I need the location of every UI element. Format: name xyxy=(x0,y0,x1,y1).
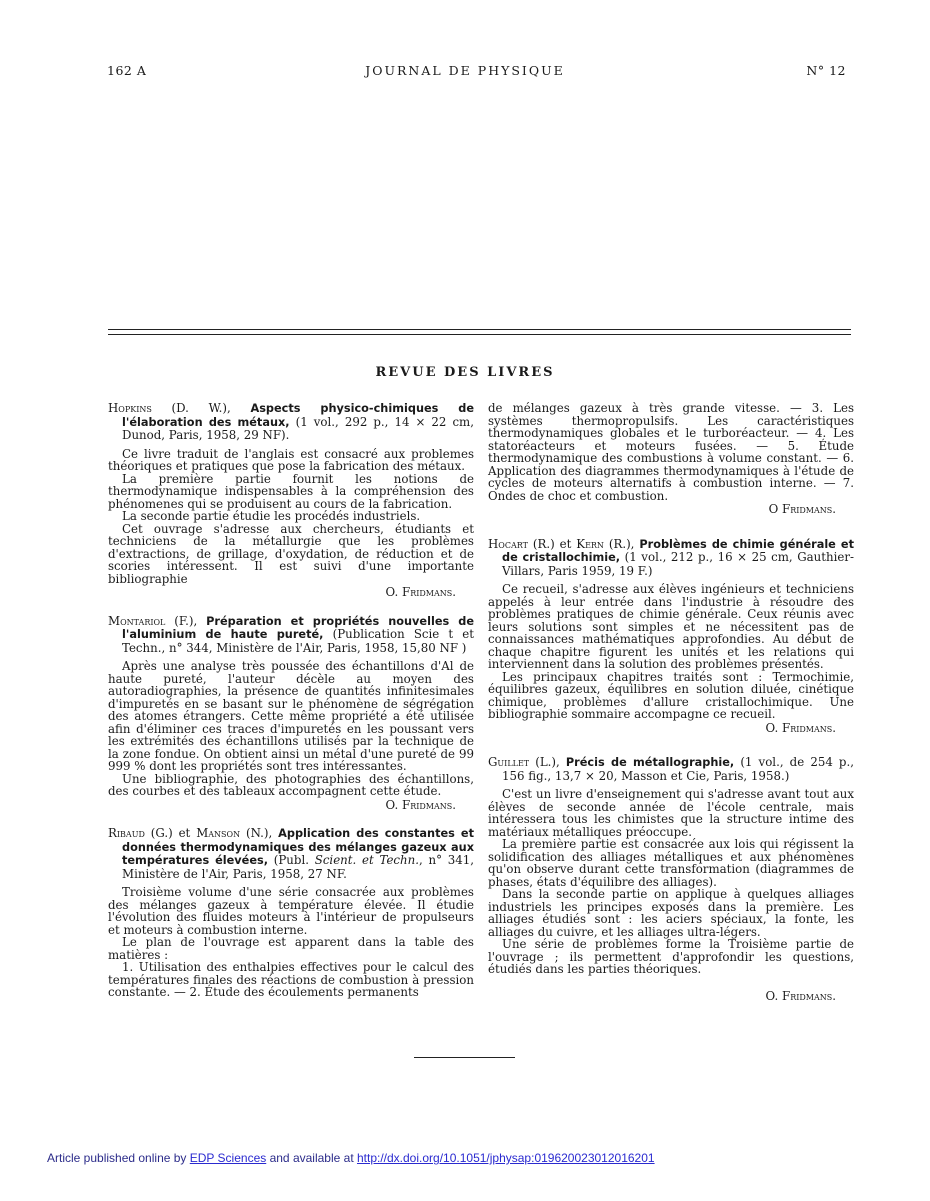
book-details: (Publ. xyxy=(268,853,315,867)
author-initials-2: (N.), xyxy=(240,826,279,840)
review-paragraph: Une série de problèmes forme la Troisième partie de l'ouvrage ; ils permettent d'approfondir les questions, étudiés dans les parties théoriques. xyxy=(488,937,854,976)
review-paragraph: Le plan de l'ouvrage est apparent dans la table des matières : xyxy=(108,935,474,962)
online-publication-notice xyxy=(47,1151,655,1165)
reviewer-signature: O. Fridmans. xyxy=(765,720,836,735)
footer-middle: and available at xyxy=(266,1151,357,1165)
author-name: Ribaud xyxy=(108,826,145,840)
author-initials: (D. W.), xyxy=(151,401,251,415)
review-paragraph: Dans la seconde partie on applique à quelques alliages industriels les principes exposés dans la première. Les alliages étudiés sont : les aciers spéciaux, la fonte, les alliages du cuivre, et les alliages ultra-légers. xyxy=(488,887,854,939)
review-paragraph: Après une analyse très poussée des échantillons d'Al de haute pureté, l'auteur décèle au moyen des autoradiographies, la présence de quantités infinitesimales d'impuretés en se basant sur le phénomène de ségrégation des atomes étrangers. Cette même propriété a été utilisée afin d'éliminer ces traces d'impuretés en les poussant vers les extrémités des échantillons utilisés par la technique de la zone fondue. On obtient ainsi un métal d'une pureté de 99 999 % dont les propriétés sont tres intéressantes. xyxy=(108,659,474,773)
review-paragraph: C'est un livre d'enseignement qui s'adresse avant tout aux élèves de seconde année de l'école centrale, mais intéressera tous les chimistes que la structure intime des matériaux métalliques préoccupe. xyxy=(488,787,854,839)
author-name-2: Kern xyxy=(576,536,604,551)
author-initials: (R.) et xyxy=(527,536,577,551)
book-details: (1 vol., de 254 p., 156 fig., 13,7 × 20, Masson et Cie, Paris, 1958.) xyxy=(502,755,854,783)
book-details: (Publication Scie t et Techn., n° 344, Ministère de l'Air, Paris, 1958, 15,80 NF ) xyxy=(122,627,475,655)
reviewer-signature: O. Fridmans. xyxy=(385,797,456,812)
doi-link[interactable]: http://dx.doi.org/10.1051/jphysap:019620023012016201 xyxy=(356,1151,655,1165)
book-details: (1 vol., 212 p., 16 × 25 cm, Gauthier-Villars, Paris 1959, 19 F.) xyxy=(502,550,854,578)
author-initials: (G.) et xyxy=(144,826,197,840)
author-name: Hopkins xyxy=(108,401,152,415)
reviewer-signature: O. Fridmans. xyxy=(385,585,456,599)
review-paragraph: La première partie fournit les notions de thermodynamique indispensables à la compréhension des phénomenes qui se produisent au cours de la fabrication. xyxy=(108,471,474,511)
author-initials: (F.), xyxy=(165,613,207,628)
review-paragraph: Une bibliographie, des photographies des échantillons, des courbes et des tableaux accompagnent cette étude. xyxy=(108,771,474,798)
review-paragraph: La seconde partie étudie les procédés industriels. xyxy=(122,509,421,523)
review-guillet xyxy=(488,756,854,1002)
author-name: Montariol xyxy=(108,613,166,628)
footer-prefix: Article published online by xyxy=(47,1151,190,1165)
review-paragraph: Cet ouvrage s'adresse aux chercheurs, étudiants et techniciens de la métallurgie que les problèmes d'extractions, de grillage, d'oxydation, de réduction et de scories intéressent. Il est suivi d'une importante bibliographie xyxy=(108,521,474,586)
citation xyxy=(108,827,474,880)
review-paragraph: de mélanges gazeux à très grande vitesse. — 3. Les systèmes thermopropulsifs. Les caractéristiques thermodynamiques globales et le turboréacteur. — 4. Les statoréacteurs et moteurs fusées. — 5. Étude thermodynamique des combustions à volume constant. — 6. Application des diagrammes thermodynamiques à l'étude de cycles de moteurs alternatifs à combustion interne. — 7. Ondes de choc et combustion. xyxy=(488,401,854,503)
book-title: Problèmes de chimie générale et de cristallochimie, xyxy=(502,537,854,564)
review-paragraph: Les principaux chapitres traités sont : Termochimie, équilibres gazeux, équilibres en solution diluée, cinétique chimique, problèmes d'allure cristallochimique. Une bibliographie sommaire accompagne ce recueil. xyxy=(488,669,854,721)
book-title: Préparation et propriétés nouvelles de l'aluminium de haute pureté, xyxy=(122,614,474,641)
left-column xyxy=(108,402,474,1015)
author-name: Hocart xyxy=(488,536,528,551)
review-ribaud-manson xyxy=(108,827,474,999)
book-title: Application des constantes et données thermodynamiques des mélanges gazeux aux températures élevées, xyxy=(122,827,474,867)
publisher-link[interactable]: EDP Sciences xyxy=(189,1151,267,1165)
book-title: Aspects physico-chimiques de l'élaboration des métaux, xyxy=(122,402,474,429)
review-hocart-kern xyxy=(488,538,854,735)
review-paragraph: Troisième volume d'une série consacrée aux problèmes des mélanges gazeux à température élevée. Il étudie l'évolution des fluides moteurs à l'intérieur de propulseurs et moteurs à combustion interne. xyxy=(108,885,474,937)
reviewer-signature: O Fridmans. xyxy=(768,502,836,516)
review-paragraph: La première partie est consacrée aux lois qui régissent la solidification des alliages métalliques et aux phénomènes qu'on observe durant cette transformation (diagrammes de phases, états d'équilibre des alliages). xyxy=(488,837,854,889)
book-details-italic: Scient. et Techn. xyxy=(314,853,419,867)
page-number: 162 A xyxy=(107,63,147,78)
right-column xyxy=(488,402,854,1018)
review-hopkins xyxy=(108,402,474,599)
issue-number: N° 12 xyxy=(806,63,846,78)
citation xyxy=(488,538,854,578)
book-details-rest: , n° 341, Ministère de l'Air, Paris, 1958, 27 NF. xyxy=(122,853,474,881)
book-title: Précis de métallographie, xyxy=(565,756,735,769)
reviewer-signature: O. Fridmans. xyxy=(765,988,836,1003)
review-paragraph: 1. Utilisation des enthalpies effectives pour le calcul des températures finales des réactions de combustion à pression constante. — 2. Étude des écoulements permanents xyxy=(108,960,474,999)
review-montariol xyxy=(108,615,474,812)
end-rule xyxy=(414,1057,515,1058)
author-name-2: Manson xyxy=(196,826,241,840)
book-details: (1 vol., 292 p., 14 × 22 cm, Dunod, Paris, 1958, 29 NF). xyxy=(122,414,474,442)
review-ribaud-manson-continued xyxy=(488,402,854,516)
journal-title: JOURNAL DE PHYSIQUE xyxy=(365,63,565,78)
author-initials: (L.), xyxy=(529,755,566,769)
section-rule-bottom xyxy=(108,334,851,335)
section-title: REVUE DES LIVRES xyxy=(375,365,555,380)
review-paragraph: Ce recueil, s'adresse aux élèves ingénieurs et techniciens appelés à leur entrée dans l'industrie à résoudre des problèmes pratiques de chimie générale. Ceux réunis avec leurs solutions sont simples et ne nécessitent pas de connaissances mathématiques approfondies. Au début de chaque chapitre figurent les unités et les relations qui interviennent dans la solution des problèmes présentés. xyxy=(488,582,854,671)
author-name: Guillet xyxy=(488,755,530,769)
citation xyxy=(108,615,474,655)
review-paragraph: Ce livre traduit de l'anglais est consacré aux problemes théoriques et pratiques que pose la fabrication des métaux. xyxy=(108,446,474,473)
section-rule-top xyxy=(108,329,851,330)
author-initials-2: (R.), xyxy=(603,536,640,551)
citation xyxy=(108,402,474,442)
citation xyxy=(488,756,854,782)
